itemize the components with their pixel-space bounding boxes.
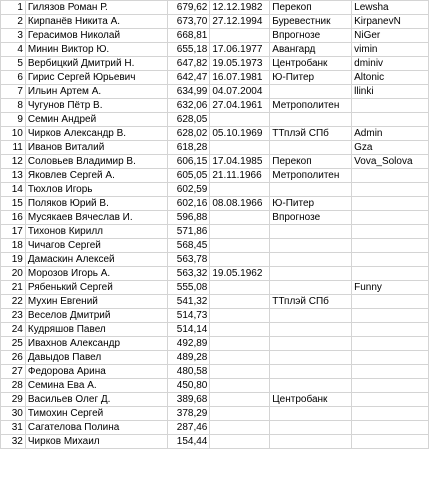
table-row	[1, 141, 429, 155]
rank-cell[interactable]: 31	[1, 421, 26, 435]
rank-cell[interactable]: 22	[1, 295, 26, 309]
rating-cell[interactable]: 632,06	[168, 99, 210, 113]
club-cell[interactable]	[270, 253, 352, 267]
rank-cell[interactable]: 21	[1, 281, 26, 295]
club-cell[interactable]	[270, 267, 352, 281]
nickname-cell[interactable]	[352, 267, 429, 281]
club-cell[interactable]	[270, 323, 352, 337]
club-cell[interactable]	[270, 379, 352, 393]
club-cell[interactable]: ТТплэй СПб	[270, 295, 352, 309]
rating-cell[interactable]: 673,70	[168, 15, 210, 29]
rating-cell[interactable]: 378,29	[168, 407, 210, 421]
table-row	[1, 127, 429, 141]
club-cell[interactable]	[270, 113, 352, 127]
table-row	[1, 183, 429, 197]
birth-date-cell[interactable]: 17.06.1977	[210, 43, 270, 57]
rank-cell[interactable]: 3	[1, 29, 26, 43]
birth-date-cell[interactable]: 16.07.1981	[210, 71, 270, 85]
club-cell[interactable]: Перекоп	[270, 1, 352, 15]
rank-cell[interactable]: 15	[1, 197, 26, 211]
birth-date-cell[interactable]	[210, 211, 270, 225]
rank-cell[interactable]: 25	[1, 337, 26, 351]
nickname-cell[interactable]	[352, 253, 429, 267]
rating-cell[interactable]: 642,47	[168, 71, 210, 85]
nickname-cell[interactable]	[352, 99, 429, 113]
rank-cell[interactable]: 4	[1, 43, 26, 57]
rank-cell[interactable]: 18	[1, 239, 26, 253]
rank-cell[interactable]: 11	[1, 141, 26, 155]
club-cell[interactable]	[270, 421, 352, 435]
table-row	[1, 295, 429, 309]
club-cell[interactable]: Впрогнозе	[270, 211, 352, 225]
nickname-cell[interactable]	[352, 393, 429, 407]
nickname-cell[interactable]: vimin	[352, 43, 429, 57]
rating-cell[interactable]: 389,68	[168, 393, 210, 407]
table-row	[1, 421, 429, 435]
birth-date-cell[interactable]	[210, 113, 270, 127]
player-name-cell[interactable]: Яковлев Сергей А.	[25, 169, 168, 183]
nickname-cell[interactable]	[352, 379, 429, 393]
nickname-cell[interactable]: Lewsha	[352, 1, 429, 15]
club-cell[interactable]	[270, 337, 352, 351]
table-row	[1, 113, 429, 127]
table-row	[1, 71, 429, 85]
rating-cell[interactable]: 450,80	[168, 379, 210, 393]
table-row	[1, 225, 429, 239]
nickname-cell[interactable]	[352, 295, 429, 309]
rating-cell[interactable]: 647,82	[168, 57, 210, 71]
table-row	[1, 169, 429, 183]
birth-date-cell[interactable]: 12.12.1982	[210, 1, 270, 15]
rank-cell[interactable]: 32	[1, 435, 26, 449]
rating-cell[interactable]: 605,05	[168, 169, 210, 183]
club-cell[interactable]	[270, 281, 352, 295]
player-name-cell[interactable]: Морозов Игорь А.	[25, 267, 168, 281]
player-name-cell[interactable]: Герасимов Николай	[25, 29, 168, 43]
nickname-cell[interactable]	[352, 337, 429, 351]
player-name-cell[interactable]: Семина Ева А.	[25, 379, 168, 393]
rank-cell[interactable]: 20	[1, 267, 26, 281]
nickname-cell[interactable]: llinki	[352, 85, 429, 99]
player-name-cell[interactable]: Мухин Евгений	[25, 295, 168, 309]
table-row	[1, 239, 429, 253]
rating-cell[interactable]: 563,78	[168, 253, 210, 267]
table-row	[1, 99, 429, 113]
rating-cell[interactable]: 154,44	[168, 435, 210, 449]
nickname-cell[interactable]: NiGer	[352, 29, 429, 43]
birth-date-cell[interactable]	[210, 337, 270, 351]
club-cell[interactable]	[270, 225, 352, 239]
nickname-cell[interactable]	[352, 351, 429, 365]
club-cell[interactable]	[270, 183, 352, 197]
rating-table-body	[1, 1, 429, 449]
nickname-cell[interactable]: Funny	[352, 281, 429, 295]
club-cell[interactable]: Ю-Питер	[270, 197, 352, 211]
rating-cell[interactable]: 571,86	[168, 225, 210, 239]
table-row	[1, 337, 429, 351]
rating-cell[interactable]: 618,28	[168, 141, 210, 155]
birth-date-cell[interactable]: 05.10.1969	[210, 127, 270, 141]
birth-date-cell[interactable]: 08.08.1966	[210, 197, 270, 211]
player-name-cell[interactable]: Васильев Олег Д.	[25, 393, 168, 407]
rank-cell[interactable]: 30	[1, 407, 26, 421]
birth-date-cell[interactable]	[210, 407, 270, 421]
table-row	[1, 365, 429, 379]
rank-cell[interactable]: 24	[1, 323, 26, 337]
club-cell[interactable]: Впрогнозе	[270, 29, 352, 43]
rank-cell[interactable]: 29	[1, 393, 26, 407]
player-name-cell[interactable]: Ильин Артем А.	[25, 85, 168, 99]
player-name-cell[interactable]: Тихонов Кирилл	[25, 225, 168, 239]
nickname-cell[interactable]: dminiv	[352, 57, 429, 71]
club-cell[interactable]	[270, 309, 352, 323]
rating-cell[interactable]: 634,99	[168, 85, 210, 99]
birth-date-cell[interactable]	[210, 393, 270, 407]
birth-date-cell[interactable]	[210, 379, 270, 393]
nickname-cell[interactable]: Altonic	[352, 71, 429, 85]
table-row	[1, 57, 429, 71]
player-name-cell[interactable]: Федорова Арина	[25, 365, 168, 379]
player-name-cell[interactable]: Рябенький Сергей	[25, 281, 168, 295]
birth-date-cell[interactable]	[210, 281, 270, 295]
table-row	[1, 309, 429, 323]
nickname-cell[interactable]	[352, 183, 429, 197]
rank-cell[interactable]: 17	[1, 225, 26, 239]
club-cell[interactable]: Метрополитен	[270, 99, 352, 113]
rating-cell[interactable]: 668,81	[168, 29, 210, 43]
birth-date-cell[interactable]: 19.05.1973	[210, 57, 270, 71]
table-row	[1, 15, 429, 29]
club-cell[interactable]	[270, 407, 352, 421]
player-name-cell[interactable]: Минин Виктор Ю.	[25, 43, 168, 57]
rating-cell[interactable]: 492,89	[168, 337, 210, 351]
table-row	[1, 393, 429, 407]
birth-date-cell[interactable]	[210, 435, 270, 449]
nickname-cell[interactable]	[352, 421, 429, 435]
rank-cell[interactable]: 26	[1, 351, 26, 365]
birth-date-cell[interactable]	[210, 239, 270, 253]
table-row	[1, 379, 429, 393]
nickname-cell[interactable]: Vova_Solova	[352, 155, 429, 169]
nickname-cell[interactable]	[352, 113, 429, 127]
club-cell[interactable]: Перекоп	[270, 155, 352, 169]
rank-cell[interactable]: 28	[1, 379, 26, 393]
nickname-cell[interactable]	[352, 225, 429, 239]
nickname-cell[interactable]: Gza	[352, 141, 429, 155]
birth-date-cell[interactable]: 19.05.1962	[210, 267, 270, 281]
player-name-cell[interactable]: Ивахнов Александр	[25, 337, 168, 351]
nickname-cell[interactable]	[352, 323, 429, 337]
rank-cell[interactable]: 9	[1, 113, 26, 127]
table-row	[1, 29, 429, 43]
table-row	[1, 281, 429, 295]
table-row	[1, 323, 429, 337]
birth-date-cell[interactable]	[210, 295, 270, 309]
rating-cell[interactable]: 628,02	[168, 127, 210, 141]
rating-cell[interactable]: 596,88	[168, 211, 210, 225]
rank-cell[interactable]: 7	[1, 85, 26, 99]
rating-cell[interactable]: 563,32	[168, 267, 210, 281]
player-name-cell[interactable]: Веселов Дмитрий	[25, 309, 168, 323]
club-cell[interactable]: Авангард	[270, 43, 352, 57]
player-name-cell[interactable]: Гилязов Роман Р.	[25, 1, 168, 15]
nickname-cell[interactable]	[352, 211, 429, 225]
birth-date-cell[interactable]	[210, 421, 270, 435]
player-name-cell[interactable]: Дамаскин Алексей	[25, 253, 168, 267]
rank-cell[interactable]: 1	[1, 1, 26, 15]
player-name-cell[interactable]: Чирков Александр В.	[25, 127, 168, 141]
birth-date-cell[interactable]: 27.12.1994	[210, 15, 270, 29]
nickname-cell[interactable]	[352, 197, 429, 211]
rating-cell[interactable]: 602,59	[168, 183, 210, 197]
player-name-cell[interactable]: Поляков Юрий В.	[25, 197, 168, 211]
rank-cell[interactable]: 6	[1, 71, 26, 85]
birth-date-cell[interactable]	[210, 323, 270, 337]
birth-date-cell[interactable]	[210, 183, 270, 197]
player-name-cell[interactable]: Кудряшов Павел	[25, 323, 168, 337]
club-cell[interactable]	[270, 239, 352, 253]
player-name-cell[interactable]: Кирпанёв Никита А.	[25, 15, 168, 29]
player-name-cell[interactable]: Гирис Сергей Юрьевич	[25, 71, 168, 85]
nickname-cell[interactable]	[352, 435, 429, 449]
birth-date-cell[interactable]	[210, 365, 270, 379]
table-row	[1, 1, 429, 15]
player-name-cell[interactable]: Чирков Михаил	[25, 435, 168, 449]
club-cell[interactable]: Центробанк	[270, 57, 352, 71]
rank-cell[interactable]: 23	[1, 309, 26, 323]
club-cell[interactable]	[270, 141, 352, 155]
birth-date-cell[interactable]	[210, 309, 270, 323]
rank-cell[interactable]: 8	[1, 99, 26, 113]
player-name-cell[interactable]: Соловьев Владимир В.	[25, 155, 168, 169]
rank-cell[interactable]: 13	[1, 169, 26, 183]
player-name-cell[interactable]: Иванов Виталий	[25, 141, 168, 155]
club-cell[interactable]: Буревестник	[270, 15, 352, 29]
rank-cell[interactable]: 16	[1, 211, 26, 225]
birth-date-cell[interactable]	[210, 351, 270, 365]
player-name-cell[interactable]: Чичагов Сергей	[25, 239, 168, 253]
player-name-cell[interactable]: Вербицкий Дмитрий Н.	[25, 57, 168, 71]
rating-cell[interactable]: 568,45	[168, 239, 210, 253]
rating-cell[interactable]: 602,16	[168, 197, 210, 211]
rating-cell[interactable]: 287,46	[168, 421, 210, 435]
player-name-cell[interactable]: Мусякаев Вячеслав И.	[25, 211, 168, 225]
player-name-cell[interactable]: Тимохин Сергей	[25, 407, 168, 421]
nickname-cell[interactable]: Admin	[352, 127, 429, 141]
rating-cell[interactable]: 555,08	[168, 281, 210, 295]
rank-cell[interactable]: 27	[1, 365, 26, 379]
birth-date-cell[interactable]: 17.04.1985	[210, 155, 270, 169]
rank-cell[interactable]: 5	[1, 57, 26, 71]
nickname-cell[interactable]	[352, 309, 429, 323]
birth-date-cell[interactable]	[210, 141, 270, 155]
rating-cell[interactable]: 514,14	[168, 323, 210, 337]
rank-cell[interactable]: 14	[1, 183, 26, 197]
nickname-cell[interactable]	[352, 365, 429, 379]
table-row	[1, 267, 429, 281]
rating-cell[interactable]: 514,73	[168, 309, 210, 323]
table-row	[1, 85, 429, 99]
rank-cell[interactable]: 12	[1, 155, 26, 169]
nickname-cell[interactable]	[352, 239, 429, 253]
birth-date-cell[interactable]	[210, 253, 270, 267]
rating-cell[interactable]: 628,05	[168, 113, 210, 127]
rating-cell[interactable]: 655,18	[168, 43, 210, 57]
player-name-cell[interactable]: Семин Андрей	[25, 113, 168, 127]
club-cell[interactable]: Центробанк	[270, 393, 352, 407]
table-row	[1, 197, 429, 211]
player-name-cell[interactable]: Чугунов Пётр В.	[25, 99, 168, 113]
rating-cell[interactable]: 480,58	[168, 365, 210, 379]
table-row	[1, 43, 429, 57]
nickname-cell[interactable]	[352, 169, 429, 183]
birth-date-cell[interactable]	[210, 29, 270, 43]
table-row	[1, 435, 429, 449]
table-row	[1, 211, 429, 225]
birth-date-cell[interactable]: 21.11.1966	[210, 169, 270, 183]
rating-cell[interactable]: 606,15	[168, 155, 210, 169]
club-cell[interactable]	[270, 351, 352, 365]
club-cell[interactable]: ТТплэй СПб	[270, 127, 352, 141]
rating-cell[interactable]: 541,32	[168, 295, 210, 309]
table-row	[1, 253, 429, 267]
birth-date-cell[interactable]: 27.04.1961	[210, 99, 270, 113]
nickname-cell[interactable]: KirpanevN	[352, 15, 429, 29]
player-name-cell[interactable]: Давыдов Павел	[25, 351, 168, 365]
rank-cell[interactable]: 2	[1, 15, 26, 29]
club-cell[interactable]: Ю-Питер	[270, 71, 352, 85]
birth-date-cell[interactable]: 04.07.2004	[210, 85, 270, 99]
club-cell[interactable]	[270, 85, 352, 99]
rank-cell[interactable]: 19	[1, 253, 26, 267]
table-row	[1, 155, 429, 169]
club-cell[interactable]	[270, 365, 352, 379]
player-name-cell[interactable]: Тюхлов Игорь	[25, 183, 168, 197]
table-row	[1, 407, 429, 421]
rank-cell[interactable]: 10	[1, 127, 26, 141]
club-cell[interactable]: Метрополитен	[270, 169, 352, 183]
birth-date-cell[interactable]	[210, 225, 270, 239]
table-row	[1, 351, 429, 365]
club-cell[interactable]	[270, 435, 352, 449]
player-name-cell[interactable]: Сагателова Полина	[25, 421, 168, 435]
nickname-cell[interactable]	[352, 407, 429, 421]
rating-cell[interactable]: 679,62	[168, 1, 210, 15]
rating-cell[interactable]: 489,28	[168, 351, 210, 365]
